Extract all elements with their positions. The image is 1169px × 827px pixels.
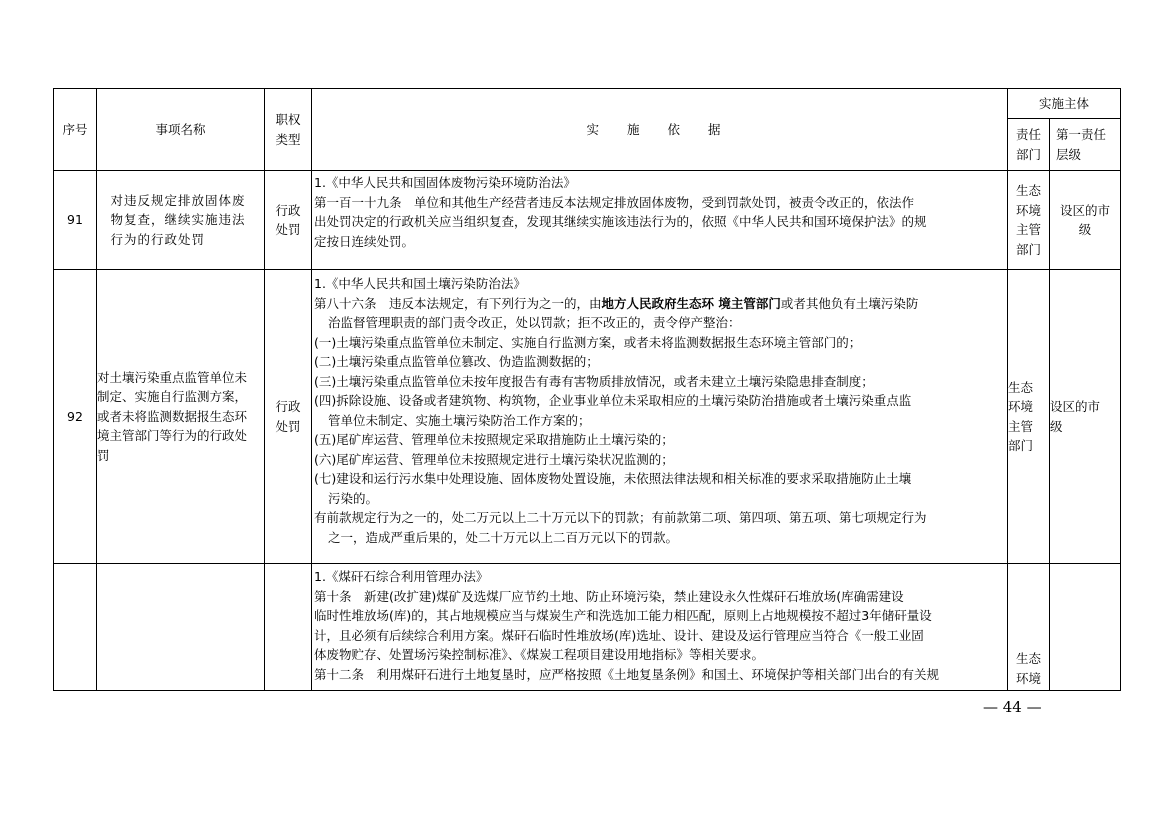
authority-table: [53, 88, 1121, 691]
row-level: [1050, 564, 1121, 691]
table-row: [54, 564, 1121, 691]
row-basis: 1.《中华人民共和国土壤污染防治法》 第八十六条 违反本法规定，有下列行为之一的，由地方人民政府生态环 境主管部门或者其他负有土壤污染防 治监督管理职责的部门责令改正，处以罚款；拒不改正的，责令停产整治： (一)土壤污染重点监管单位未制定、实施自行监测方案，或者未将监测数据报生态环境主管部门的； (二)土壤污染重点监管单位篡改、伪造监测数据的； (三)土壤污染重点监管单位未按年度报告有毒有害物质排放情况，或者未建立土壤污染隐患排查制度； (四)拆除设施、设备或者建筑物、构筑物，企业事业单位未采取相应的土壤污染防治措施或者土壤污染重点监 管单位未制定、实施土壤污染防治工作方案的； (五)尾矿库运营、管理单位未按照规定采取措施防止土壤污染的； (六)尾矿库运营、管理单位未按照规定进行土壤污染状况监测的； (七)建设和运行污水集中处理设施、固体废物处置设施，未依照法律法规和相关标准的要求采取措施防止土壤 污染的。 有前款规定行为之一的，处二万元以上二十万元以下的罚款；有前款第二项、第四项、第五项、第七项规定行为 之一，造成严重后果的，处二十万元以上二百万元以下的罚款。: [312, 270, 1008, 564]
row-item: 对违反规定排放固体废物复查，继续实施违法行为的行政处罚: [97, 171, 265, 270]
row-level: 设区的市级: [1050, 270, 1121, 564]
row-dept: 生态环境主管部门: [1008, 270, 1050, 564]
table-row: [54, 171, 1121, 270]
row-no: 91: [54, 171, 97, 270]
header-type: 职权类型: [265, 89, 312, 171]
row-basis: 1.《中华人民共和国固体废物污染环境防治法》 第一百一十九条 单位和其他生产经营者违反本法规定排放固体废物，受到罚款处罚，被责令改正的，依法作 出处罚决定的行政机关应当组织复查，发现其继续实施该违法行为的，依照《中华人民共和国环境保护法》的规 定按日连续处罚。: [312, 171, 1008, 270]
header-level: 第一责任层级: [1050, 119, 1121, 171]
row-dept: 生态环境: [1008, 564, 1050, 691]
page-number: — 44 —: [983, 698, 1042, 716]
header-subject: 实施主体: [1008, 89, 1121, 119]
row-no: [54, 564, 97, 691]
header-no: 序号: [54, 89, 97, 171]
row-no: 92: [54, 270, 97, 564]
row-type: [265, 564, 312, 691]
header-basis: 实 施 依 据: [312, 89, 1008, 171]
header-dept: 责任部门: [1008, 119, 1050, 171]
row-dept: 生态环境主管部门: [1008, 171, 1050, 270]
row-type: 行政处罚: [265, 270, 312, 564]
row-basis: 1.《煤矸石综合利用管理办法》 第十条 新建(改扩建)煤矿及选煤厂应节约土地、防止环境污染，禁止建设永久性煤矸石堆放场(库确需建设 临时性堆放场(库)的，其占地规模应当与煤炭生产和洗选加工能力相匹配，原则上占地规模按不超过3年储矸量设 计，且必须有后续综合利用方案。煤矸石临时性堆放场(库)选址、设计、建设及运行管理应当符合《一般工业固 体废物贮存、处置场污染控制标准》、《煤炭工程项目建设用地指标》等相关要求。 第十二条 利用煤矸石进行土地复垦时，应严格按照《土地复垦条例》和国土、环境保护等相关部门出台的有关规: [312, 564, 1008, 691]
row-type: 行政处罚: [265, 171, 312, 270]
row-level: 设区的市级: [1050, 171, 1121, 270]
table-row: [54, 270, 1121, 564]
header-item: 事项名称: [97, 89, 265, 171]
row-item: [97, 564, 265, 691]
row-item: 对土壤污染重点监管单位未制定、实施自行监测方案，或者未将监测数据报生态环境主管部门等行为的行政处罚: [97, 270, 265, 564]
